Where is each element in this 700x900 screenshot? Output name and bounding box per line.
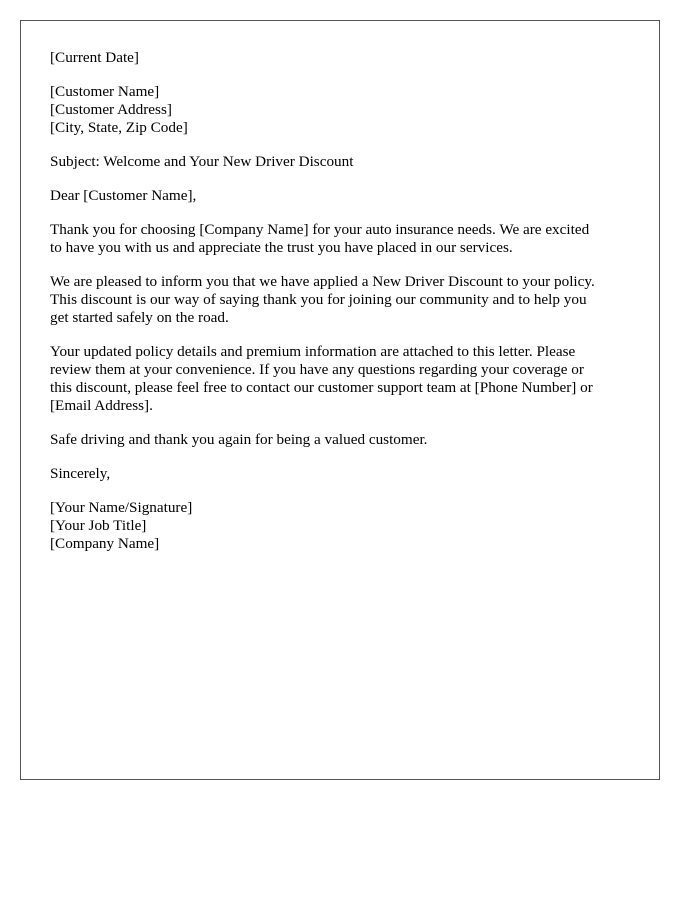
letter-subject: Subject: Welcome and Your New Driver Discount [50,153,354,170]
spacer [50,483,631,499]
letter-date: [Current Date] [50,49,139,66]
paragraph-line: We are pleased to inform you that we have applied a New Driver Discount to your policy. [50,273,595,290]
paragraph-welcome [50,221,631,257]
closing-remark: Safe driving and thank you again for being a valued customer. [50,431,428,448]
signature-title: [Your Job Title] [50,517,147,534]
spacer [50,171,631,187]
letter-greeting: Dear [Customer Name], [50,187,197,204]
paragraph-line: This discount is our way of saying thank you for joining our community and to help you [50,291,587,308]
paragraph-line: Thank you for choosing [Company Name] for your auto insurance needs. We are excited [50,221,590,238]
paragraph-line: review them at your convenience. If you have any questions regarding your coverage or [50,361,584,378]
signature-company: [Company Name] [50,535,160,552]
paragraph-line: Your updated policy details and premium information are attached to this letter. Please [50,343,576,360]
spacer [50,449,631,465]
letter-page [20,20,660,780]
spacer [50,137,631,153]
recipient-address: [Customer Address] [50,101,172,118]
spacer [50,415,631,431]
paragraph-line: get started safely on the road. [50,309,229,326]
sign-off: Sincerely, [50,465,111,482]
recipient-name: [Customer Name] [50,83,160,100]
paragraph-policy-details [50,343,631,415]
signature-block [50,499,631,553]
paragraph-discount [50,273,631,327]
spacer [50,67,631,83]
spacer [50,205,631,221]
signature-name: [Your Name/Signature] [50,499,193,516]
paragraph-line: to have you with us and appreciate the trust you have placed in our services. [50,239,513,256]
paragraph-line: this discount, please feel free to contact our customer support team at [Phone Number] or [50,379,593,396]
spacer [50,257,631,273]
recipient-city-state-zip: [City, State, Zip Code] [50,119,188,136]
paragraph-line: [Email Address]. [50,397,153,414]
spacer [50,327,631,343]
recipient-block [50,83,631,137]
